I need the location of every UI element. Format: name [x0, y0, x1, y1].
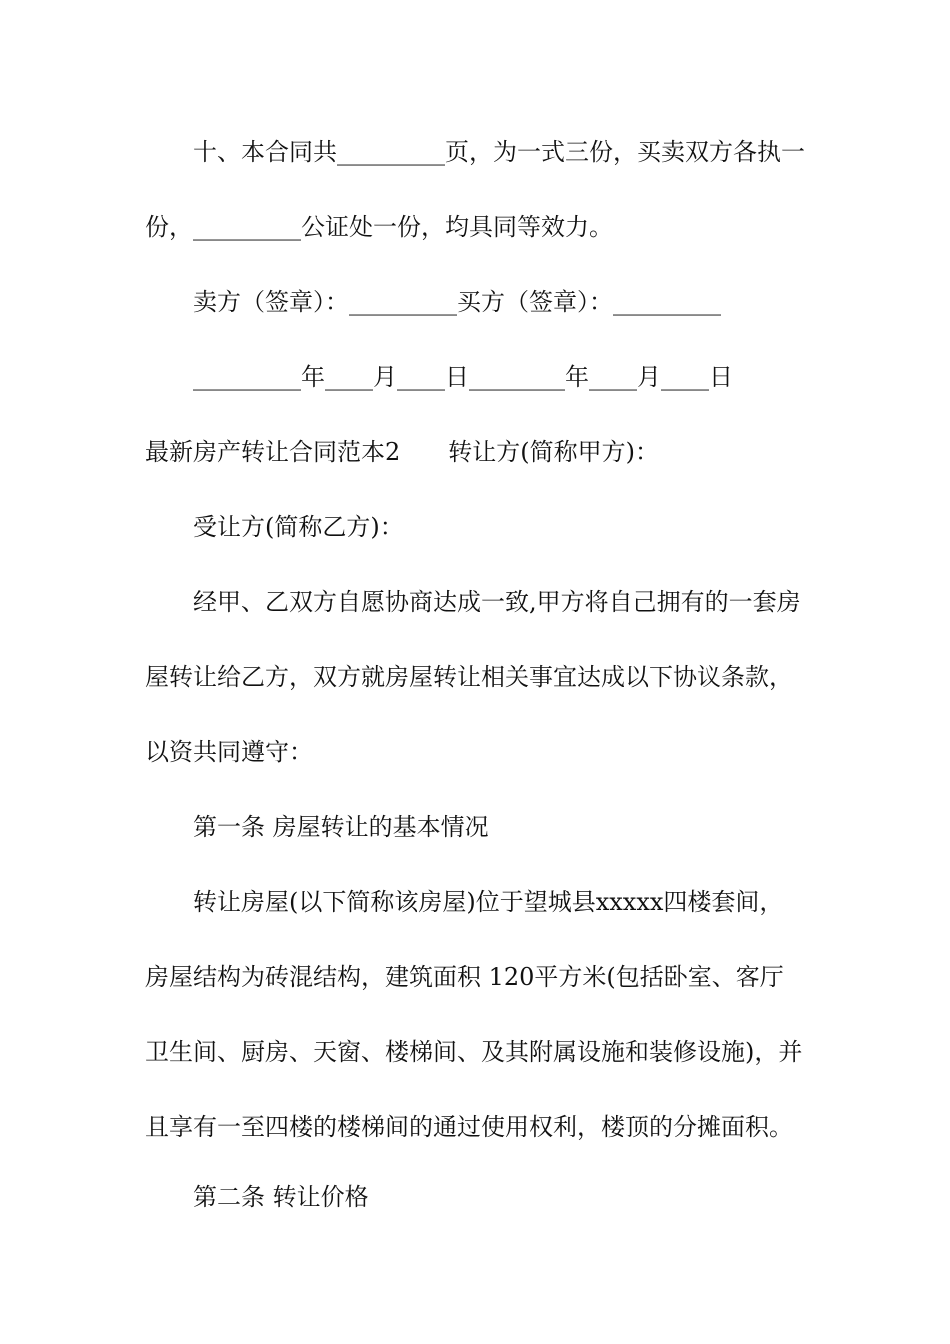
paragraph-line: 以资共同遵守： — [145, 738, 313, 766]
section-title: 最新房产转让合同范本2 转让方(简称甲方)： — [145, 438, 659, 466]
date-line: _________年____月____日________年____月____日 — [193, 363, 733, 391]
article-heading: 第一条 房屋转让的基本情况 — [193, 813, 489, 841]
paragraph-line: 屋转让给乙方，双方就房屋转让相关事宜达成以下协议条款， — [145, 663, 793, 691]
paragraph-line: 房屋结构为砖混结构，建筑面积 120平方米(包括卧室、客厅 — [145, 963, 784, 991]
paragraph-line: 转让房屋(以下简称该房屋)位于望城县xxxxx四楼套间， — [193, 888, 784, 916]
paragraph-line: 份，_________公证处一份，均具同等效力。 — [145, 213, 613, 241]
paragraph-line: 且享有一至四楼的楼梯间的通过使用权利，楼顶的分摊面积。 — [145, 1113, 793, 1141]
article-heading: 第二条 转让价格 — [193, 1183, 369, 1211]
signature-line: 卖方（签章）：_________买方（签章）：_________ — [193, 288, 721, 316]
paragraph-line: 经甲、乙双方自愿协商达成一致,甲方将自己拥有的一套房 — [193, 588, 801, 616]
paragraph-line: 卫生间、厨房、天窗、楼梯间、及其附属设施和装修设施)，并 — [145, 1038, 803, 1066]
paragraph-line: 受让方(简称乙方)： — [193, 513, 404, 541]
paragraph-line: 十、本合同共_________页，为一式三份，买卖双方各执一 — [193, 138, 805, 166]
